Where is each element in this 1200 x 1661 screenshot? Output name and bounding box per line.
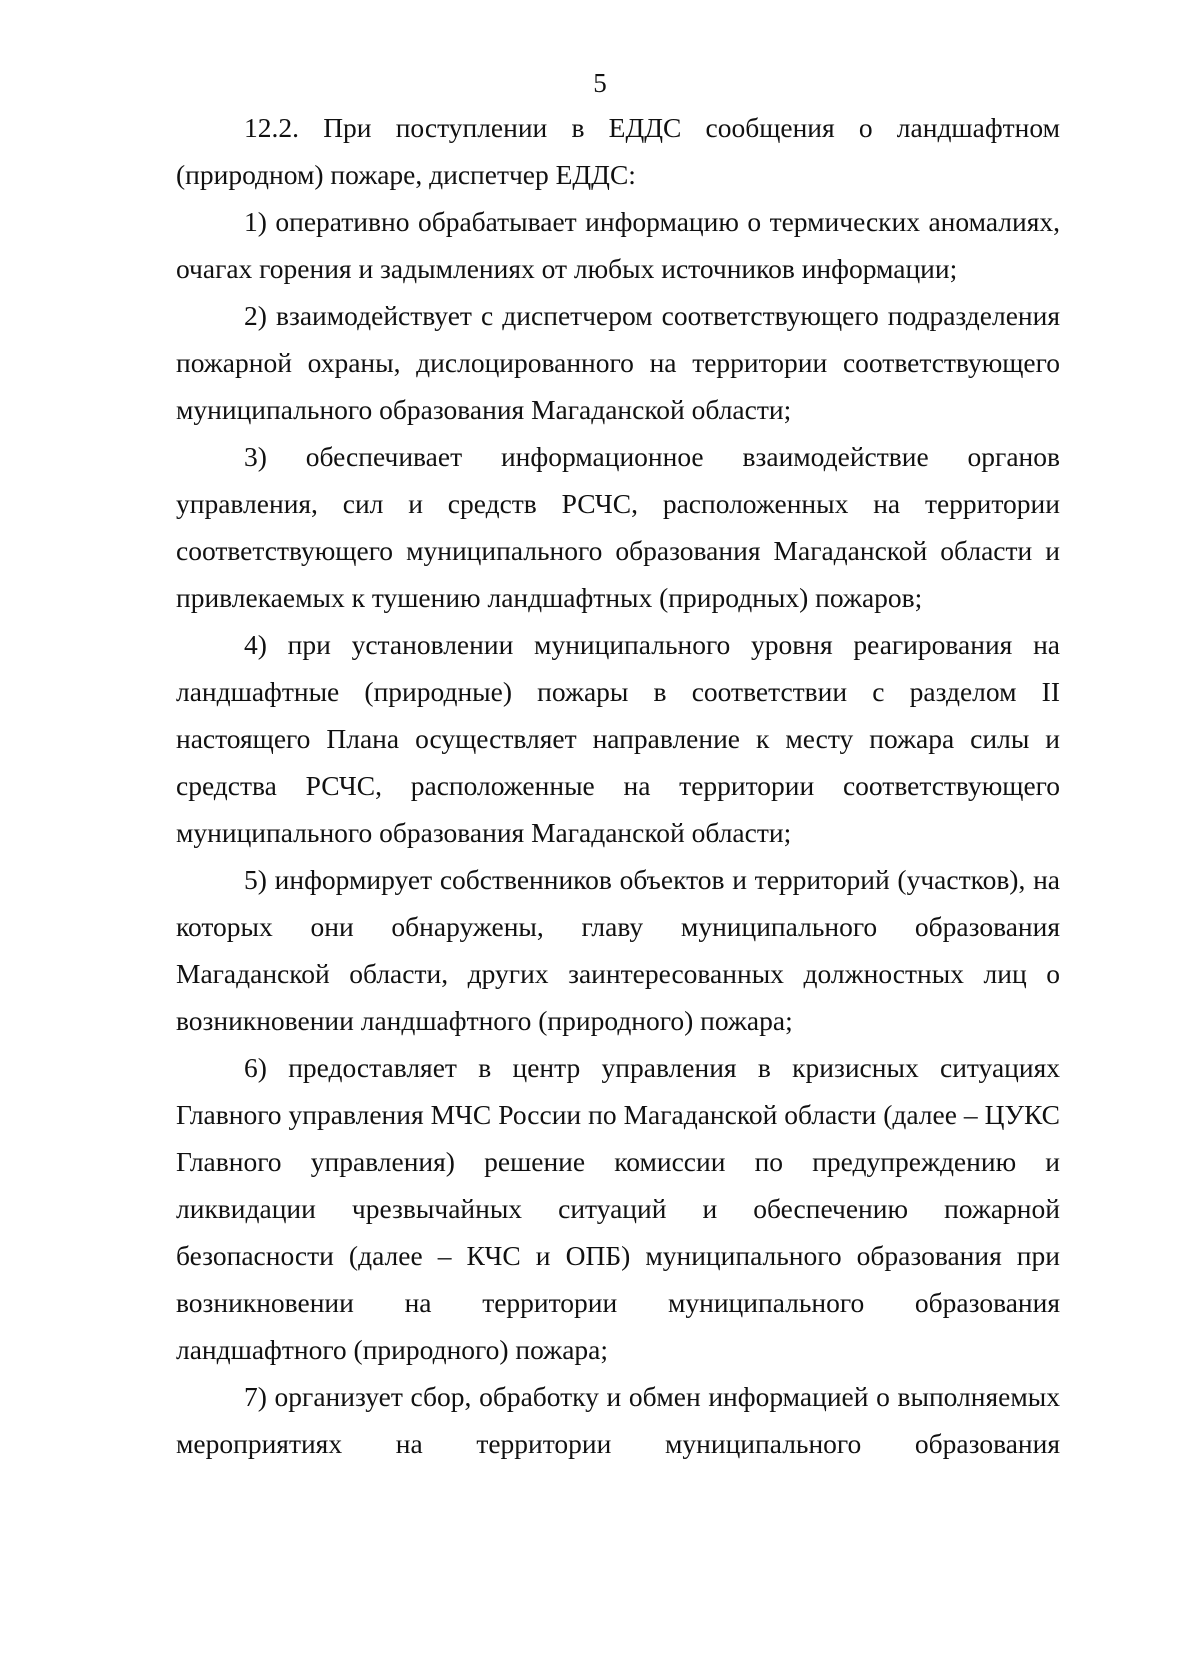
list-item-5: 5) информирует собственников объектов и территорий (участков), на которых они обнаружены, главу муниципального образования Магаданской области, других заинтересованных должностных лиц о возникновении ландшафтного (природного) пожара; (176, 864, 1060, 1036)
list-item-3: 3) обеспечивает информационное взаимодействие органов управления, сил и средств РСЧС, расположенных на территории соответствующего муниципального образования Магаданской области и привлекаемых к тушению ландшафтных (природных) пожаров; (176, 441, 1060, 613)
list-item-6: 6) предоставляет в центр управления в кризисных ситуациях Главного управления МЧС России по Магаданской области (далее – ЦУКС Главного управления) решение комиссии по предупреждению и ликвидации чрезвычайных ситуаций и обеспечению пожарной безопасности (далее – КЧС и ОПБ) муниципального образования при возникновении на территории муниципального образования ландшафтного (природного) пожара; (176, 1052, 1060, 1365)
list-item-1: 1) оперативно обрабатывает информацию о термических аномалиях, очагах горения и задымлениях от любых источников информации; (176, 206, 1060, 284)
list-item-7: 7) организует сбор, обработку и обмен информацией о выполняемых мероприятиях на территории муниципального образования (176, 1381, 1060, 1459)
list-item-4: 4) при установлении муниципального уровня реагирования на ландшафтные (природные) пожары в соответствии с разделом II настоящего Плана осуществляет направление к месту пожара силы и средства РСЧС, расположенные на территории соответствующего муниципального образования Магаданской области; (176, 629, 1060, 848)
paragraph-12-2: 12.2. При поступлении в ЕДДС сообщения о ландшафтном (природном) пожаре, диспетчер ЕДДС: (176, 112, 1060, 190)
document-body (176, 104, 1060, 1467)
list-item-2: 2) взаимодействует с диспетчером соответствующего подразделения пожарной охраны, дислоцированного на территории соответствующего муниципального образования Магаданской области; (176, 300, 1060, 425)
page-number: 5 (593, 68, 607, 98)
